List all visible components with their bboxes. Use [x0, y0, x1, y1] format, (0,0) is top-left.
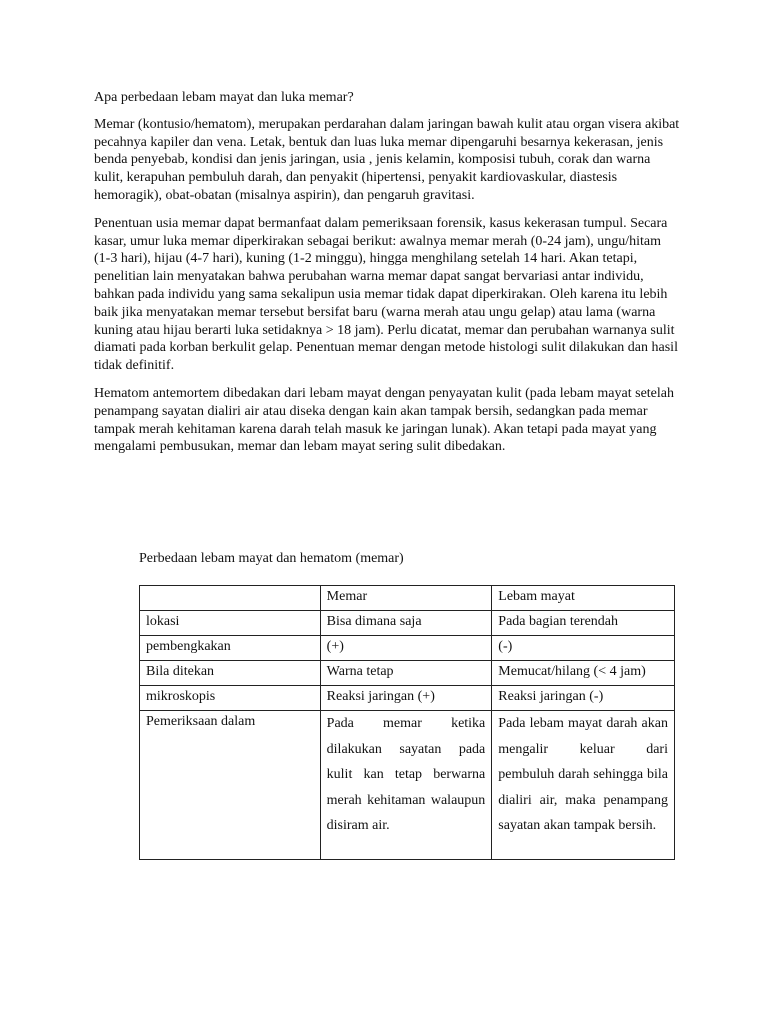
table-row [140, 636, 675, 661]
lebam-cell: Memucat/hilang (< 4 jam) [492, 661, 675, 686]
header-cell-memar: Memar [320, 586, 492, 611]
lebam-cell: Pada lebam mayat darah akan mengalir keluar dari pembuluh darah sehingga bila dialiri air, maka penampang sayatan akan tampak bersih. [492, 711, 675, 860]
paragraph-memar-age: Penentuan usia memar dapat bermanfaat dalam pemeriksaan forensik, kasus kekerasan tumpul. Secara kasar, umur luka memar diperkirakan sebagai berikut: awalnya memar merah (0-24 jam), ungu/hitam (1-3 hari), hijau (4-7 hari), kuning (1-2 minggu), hingga menghilang setelah 14 hari. Akan tetapi, penelitian lain menyatakan bahwa perubahan warna memar dapat sangat bervariasi antar individu, bahkan pada individu yang sama sekalipun usia memar tidak dapat diperkirakan. Oleh karena itu lebih baik jika menyatakan memar tersebut bersifat baru (warna merah atau ungu gelap) atau lama (warna kuning atau hijau berarti luka setidaknya > 18 jam). Perlu dicatat, memar dan perubahan warnanya sulit diamati pada korban berkulit gelap. Penentuan memar dengan metode histologi sulit dilakukan dan hasil tidak definitif. [94, 215, 678, 374]
row-label: mikroskopis [140, 686, 321, 711]
row-label: pembengkakan [140, 636, 321, 661]
paragraph-memar-definition: Memar (kontusio/hematom), merupakan perdarahan dalam jaringan bawah kulit atau organ visera akibat pecahnya kapiler dan vena. Letak, bentuk dan luas luka memar dipengaruhi besarnya kekerasan, jenis benda penyebab, kondisi dan jenis jaringan, usia , jenis kelamin, komposisi tubuh, corak dan warna kulit, kerapuhan pembuluh darah, dan penyakit (hipertensi, penyakit kardiovaskular, diastesis hemoragik), obat-obatan (misalnya aspirin), dan pengaruh gravitasi. [94, 116, 680, 203]
comparison-table [139, 585, 675, 860]
table-row [140, 711, 675, 860]
memar-cell: Pada memar ketika dilakukan sayatan pada kulit kan tetap berwarna merah kehitaman walaupun disiram air. [320, 711, 492, 860]
row-label: Pemeriksaan dalam [140, 711, 321, 860]
question-heading: Apa perbedaan lebam mayat dan luka memar? [94, 90, 354, 105]
memar-cell: Bisa dimana saja [320, 611, 492, 636]
lebam-cell: Pada bagian terendah [492, 611, 675, 636]
row-label: lokasi [140, 611, 321, 636]
body-text [94, 89, 680, 466]
memar-cell: Reaksi jaringan (+) [320, 686, 492, 711]
lebam-cell: (-) [492, 636, 675, 661]
memar-cell: Warna tetap [320, 661, 492, 686]
table-row [140, 686, 675, 711]
paragraph-hematom-vs-lebam: Hematom antemortem dibedakan dari lebam mayat dengan penyayatan kulit (pada lebam mayat setelah penampang sayatan dialiri air atau diseka dengan kain akan tampak bersih, sedangkan pada memar tampak merah kehitaman karena darah telah masuk ke jaringan lunak). Akan tetapi pada mayat yang mengalami pembusukan, memar dan lebam mayat sering sulit dibedakan. [94, 385, 674, 455]
header-cell-lebam-mayat: Lebam mayat [492, 586, 675, 611]
table-caption: Perbedaan lebam mayat dan hematom (memar) [139, 551, 404, 566]
lebam-cell: Reaksi jaringan (-) [492, 686, 675, 711]
row-label: Bila ditekan [140, 661, 321, 686]
table-header-row [140, 586, 675, 611]
header-cell-empty [140, 586, 321, 611]
table-row [140, 661, 675, 686]
table-row [140, 611, 675, 636]
memar-cell: (+) [320, 636, 492, 661]
